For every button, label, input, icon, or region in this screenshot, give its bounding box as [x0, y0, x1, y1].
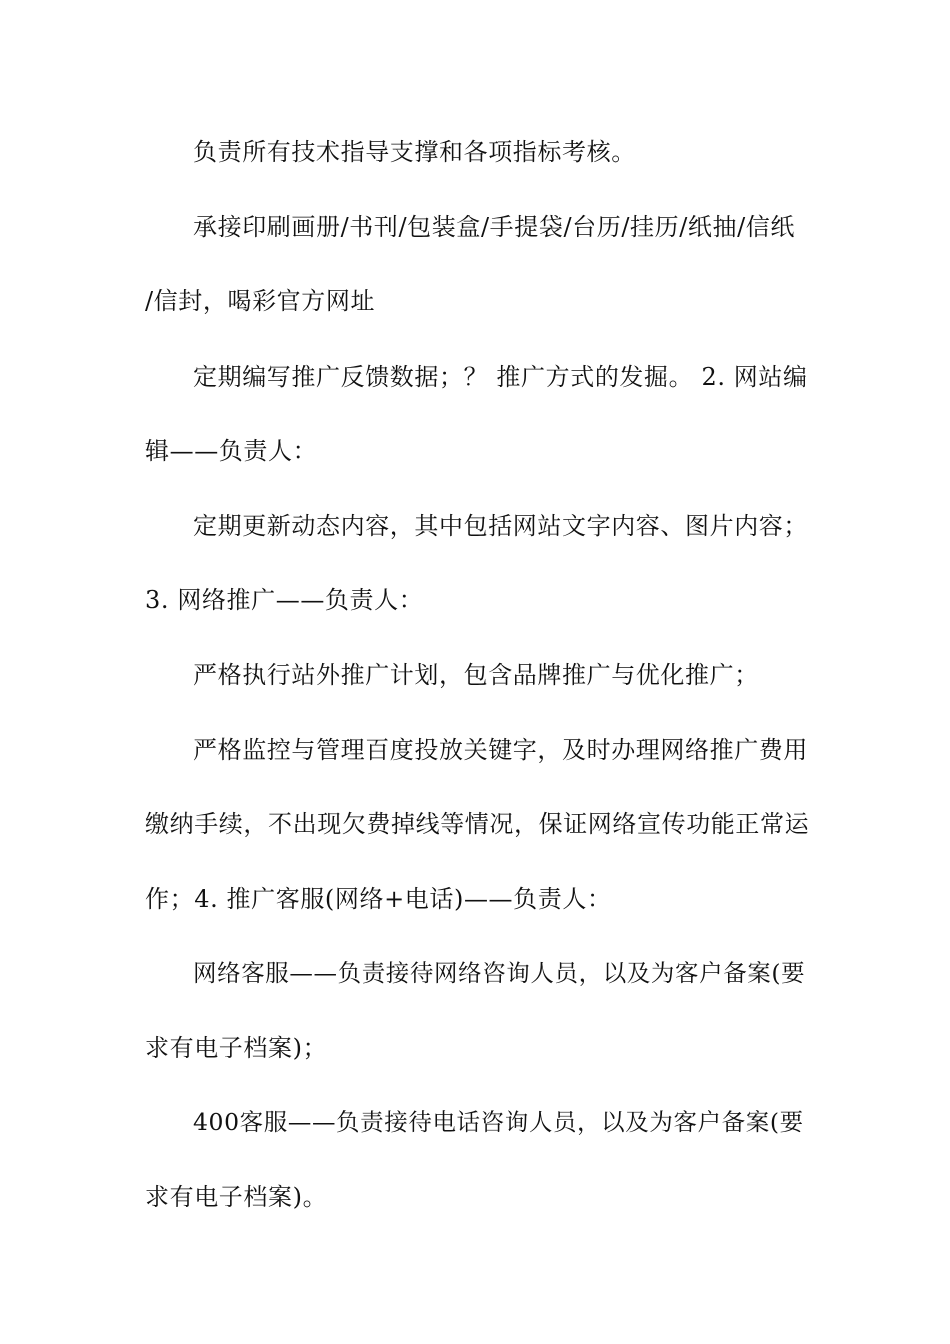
text-line-5: 辑——负责人： [145, 437, 318, 465]
text-line-7: 3. 网络推广——负责人： [145, 586, 424, 614]
text-line-1: 负责所有技术指导支撑和各项指标考核。 [193, 138, 636, 166]
text-line-3: /信封，喝彩官方网址 [145, 287, 376, 315]
text-line-10: 缴纳手续，不出现欠费掉线等情况，保证网络宣传功能正常运 [145, 810, 810, 838]
text-line-15: 求有电子档案)。 [145, 1183, 328, 1211]
text-line-9: 严格监控与管理百度投放关键字，及时办理网络推广费用 [193, 736, 808, 764]
text-line-8: 严格执行站外推广计划，包含品牌推广与优化推广； [193, 661, 759, 689]
text-line-2: 承接印刷画册/书刊/包装盒/手提袋/台历/挂历/纸抽/信纸 [193, 213, 795, 241]
text-line-4: 定期编写推广反馈数据；？ 推广方式的发掘。 2. 网站编 [193, 363, 808, 391]
text-line-13: 求有电子档案)； [145, 1034, 328, 1062]
text-line-6: 定期更新动态内容，其中包括网站文字内容、图片内容； [193, 512, 808, 540]
text-line-11: 作；4. 推广客服(网络+电话)——负责人： [145, 885, 612, 913]
text-line-12: 网络客服——负责接待网络咨询人员，以及为客户备案(要 [193, 959, 806, 987]
text-line-14: 400客服——负责接待电话咨询人员，以及为客户备案(要 [193, 1108, 804, 1136]
